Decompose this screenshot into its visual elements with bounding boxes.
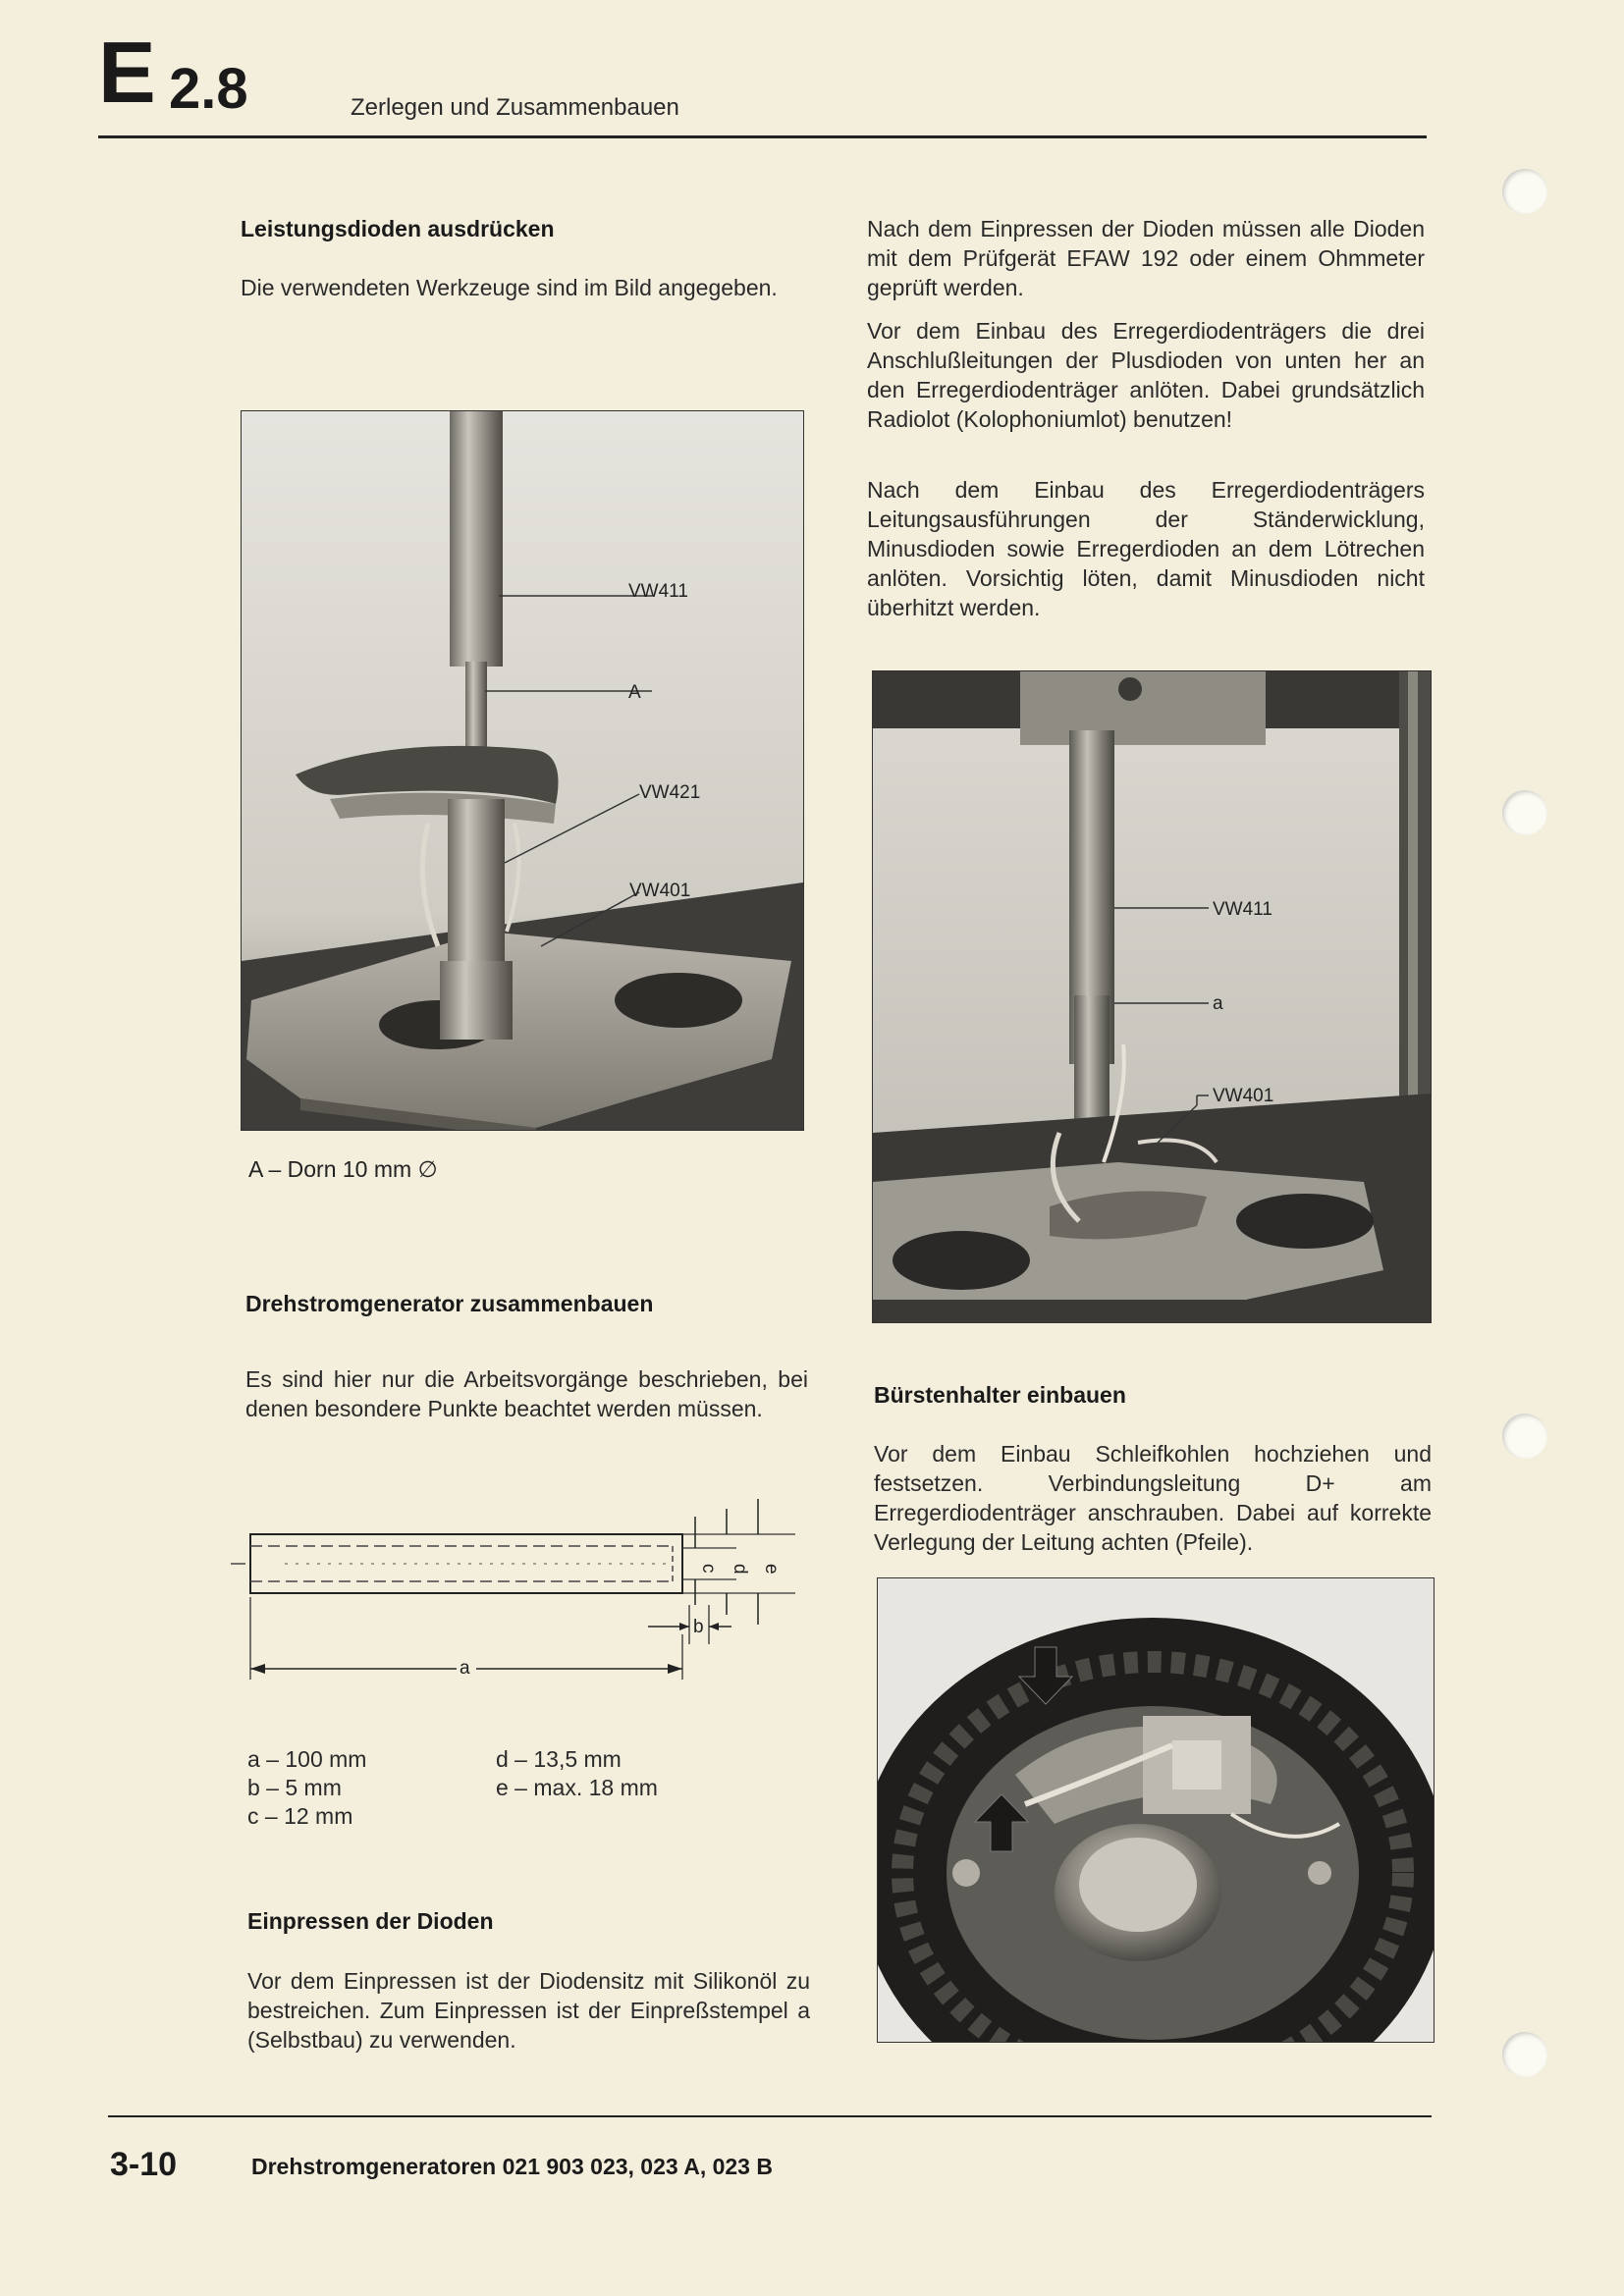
para-loetrechen: Nach dem Einbau des Erregerdiodenträgers Leitungsausführungen der Ständerwicklung, Minusdioden sowie Erregerdioden an dem Lötrechen anlöten. Vorsichtig löten, damit Minusdioden nicht überhitzt werden. <box>867 477 1425 620</box>
dim-label-d: d <box>730 1564 750 1575</box>
para-einpressen: Vor dem Einpressen ist der Diodensitz mit Silikonöl zu bestreichen. Zum Einpressen ist der Einpreßstempel a (Selbstbau) zu verwenden. <box>247 1968 810 2053</box>
fig1-label-vw421: VW421 <box>639 782 701 803</box>
dim-d-value: d – 13,5 mm <box>496 1746 622 1772</box>
para-pruefen: Nach dem Einpressen der Dioden müssen alle Dioden mit dem Prüfgerät EFAW 192 oder einem Ohmmeter geprüft werden. <box>867 216 1425 300</box>
heading-buerstenhalter: Bürstenhalter einbauen <box>874 1382 1126 1408</box>
fig1-label-vw411: VW411 <box>628 581 688 602</box>
page-title: Zerlegen und Zusammenbauen <box>351 94 679 121</box>
binder-hole <box>1502 169 1547 214</box>
para-werkzeuge: Die verwendeten Werkzeuge sind im Bild angegeben. <box>241 275 778 300</box>
para-buerstenhalter: Vor dem Einbau Schleifkohlen hochziehen und festsetzen. Verbindungsleitung D+ am Erregerdiodenträger anschrauben. Dabei auf korrekte Verlegung der Leitung achten (Pfeile). <box>874 1441 1432 1555</box>
photo-brush-holder <box>877 1577 1435 2043</box>
heading-leistungsdioden: Leistungsdioden ausdrücken <box>241 216 555 241</box>
photo-assembly-press <box>872 670 1432 1323</box>
fig2-label-vw401: VW401 <box>1213 1086 1274 1106</box>
dim-label-e: e <box>761 1564 782 1575</box>
dim-e-value: e – max. 18 mm <box>496 1775 658 1800</box>
page-number: 3-10 <box>110 2146 178 2183</box>
header-rule <box>98 135 1427 138</box>
dim-label-c: c <box>698 1564 719 1574</box>
para-arbeitsvorgaenge: Es sind hier nur die Arbeitsvorgänge beschrieben, bei denen besondere Punkte beachtet werden müssen. <box>245 1366 808 1421</box>
dim-label-b: b <box>693 1617 704 1637</box>
dims-col-2 <box>496 1745 658 1802</box>
section-number: 2.8 <box>169 57 248 121</box>
heading-zusammenbauen: Drehstromgenerator zusammenbauen <box>245 1291 654 1316</box>
technical-drawing-stamp <box>226 1487 815 1683</box>
fig1-label-a: A <box>628 682 641 703</box>
footer-rule <box>108 2115 1432 2117</box>
fig2-label-a: a <box>1213 993 1223 1014</box>
footer-title: Drehstromgeneratoren 021 903 023, 023 A, 023 B <box>251 2154 773 2179</box>
binder-hole <box>1502 2032 1547 2077</box>
section-letter: E <box>98 24 154 121</box>
fig1-caption: A – Dorn 10 mm ∅ <box>248 1156 438 1182</box>
dim-b-value: b – 5 mm <box>247 1775 342 1800</box>
binder-hole <box>1502 790 1547 835</box>
photo-press-tool <box>241 410 804 1131</box>
dim-c-value: c – 12 mm <box>247 1803 353 1829</box>
fig1-label-vw401: VW401 <box>629 881 691 901</box>
dims-col-1 <box>247 1745 366 1831</box>
dim-a-value: a – 100 mm <box>247 1746 367 1772</box>
fig2-label-vw411: VW411 <box>1213 899 1272 920</box>
heading-einpressen: Einpressen der Dioden <box>247 1908 494 1934</box>
binder-hole <box>1502 1414 1547 1459</box>
dim-label-a: a <box>460 1658 470 1679</box>
para-anloeten: Vor dem Einbau des Erregerdiodenträgers die drei Anschlußleitungen der Plusdioden von unten her an den Erregerdiodenträger anlöten. Dabei grundsätzlich Radiolot (Kolophoniumlot) benutzen! <box>867 318 1425 432</box>
